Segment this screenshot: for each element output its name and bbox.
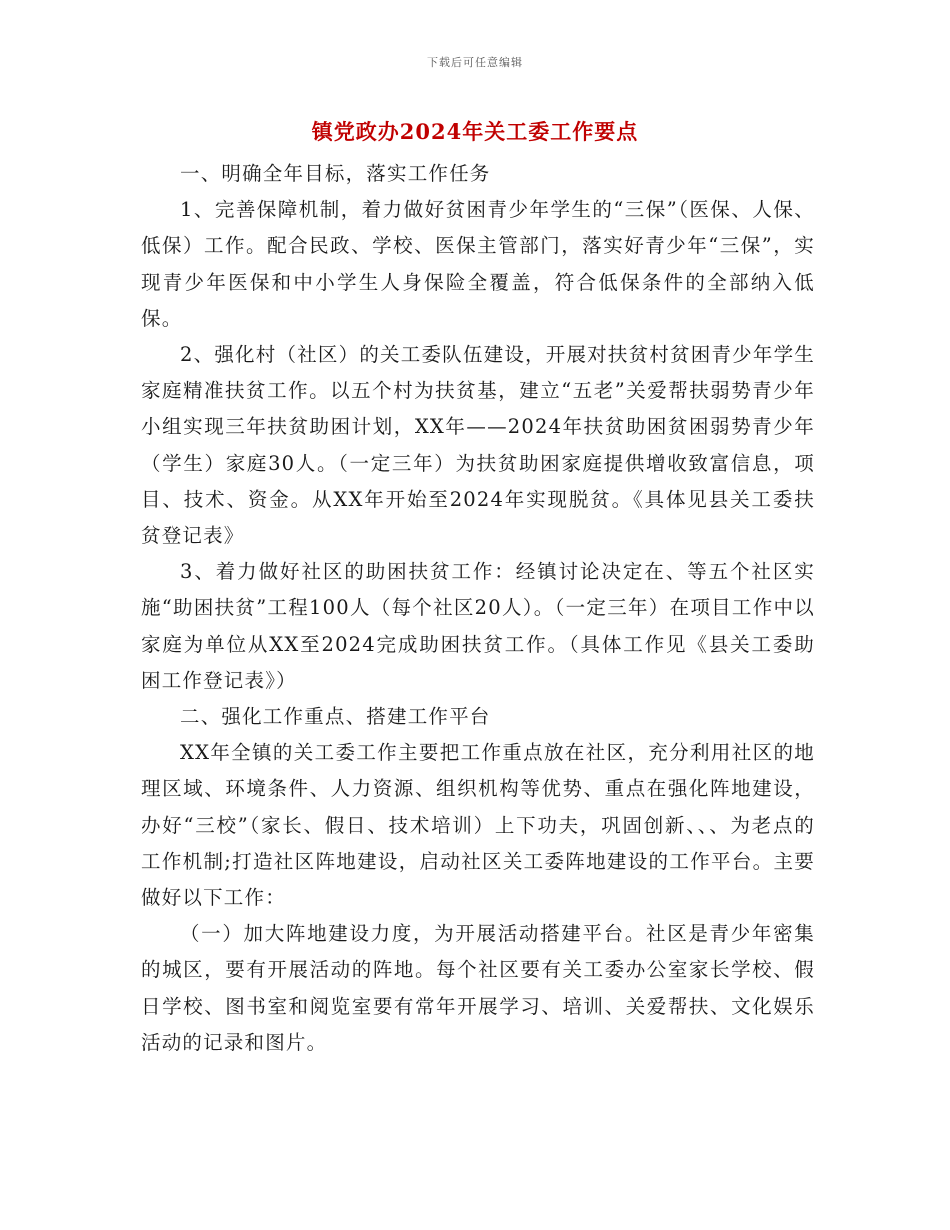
section-heading-1: 一、明确全年目标，落实工作任务 bbox=[180, 162, 491, 185]
paragraph-item-2: 2、强化村（社区）的关工委队伍建设，开展对扶贫村贫困青少年学生家庭精准扶贫工作。以五个村为扶贫基，建立“五老”关爱帮扶弱势青少年小组实现三年扶贫助困计划，XX年——2024年扶贫助困贫困弱势青少年（学生）家庭30人。（一定三年）为扶贫助困家庭提供增收致富信息，项目、技术、资金。从XX年开始至2024年实现脱贫。《具体见县关工委扶贫登记表》 bbox=[141, 343, 815, 548]
document-title: 镇党政办2024年关工委工作要点 bbox=[311, 119, 639, 144]
paragraph-item-1: 1、完善保障机制，着力做好贫困青少年学生的“三保”（医保、人保、低保）工作。配合民政、学校、医保主管部门，落实好青少年“三保”，实现青少年医保和中小学生人身保险全覆盖，符合低保条件的全部纳入低保。 bbox=[141, 198, 815, 330]
paragraph-subitem-1: （一）加大阵地建设力度，为开展活动搭建平台。社区是青少年密集的城区，要有开展活动的阵地。每个社区要有关工委办公室家长学校、假日学校、图书室和阅览室要有常年开展学习、培训、关爱帮扶、文化娱乐活动的记录和图片。 bbox=[141, 922, 815, 1054]
document-body bbox=[141, 156, 815, 1061]
paragraph-section-2-intro: XX年全镇的关工委工作主要把工作重点放在社区，充分利用社区的地理区域、环境条件、人力资源、组织机构等优势、重点在强化阵地建设，办好“三校”（家长、假日、技术培训）上下功夫，巩固创新、、、为老点的工作机制;打造社区阵地建设，启动社区关工委阵地建设的工作平台。主要做好以下工作： bbox=[141, 741, 815, 910]
header-note: 下载后可任意编辑 bbox=[427, 56, 523, 69]
paragraph-item-3: 3、着力做好社区的助困扶贫工作：经镇讨论决定在、等五个社区实施“助困扶贫”工程100人（每个社区20人）。（一定三年）在项目工作中以家庭为单位从XX至2024完成助困扶贫工作。（具体工作见《县关工委助困工作登记表》） bbox=[141, 560, 815, 692]
section-heading-2: 二、强化工作重点、搭建工作平台 bbox=[180, 705, 491, 729]
